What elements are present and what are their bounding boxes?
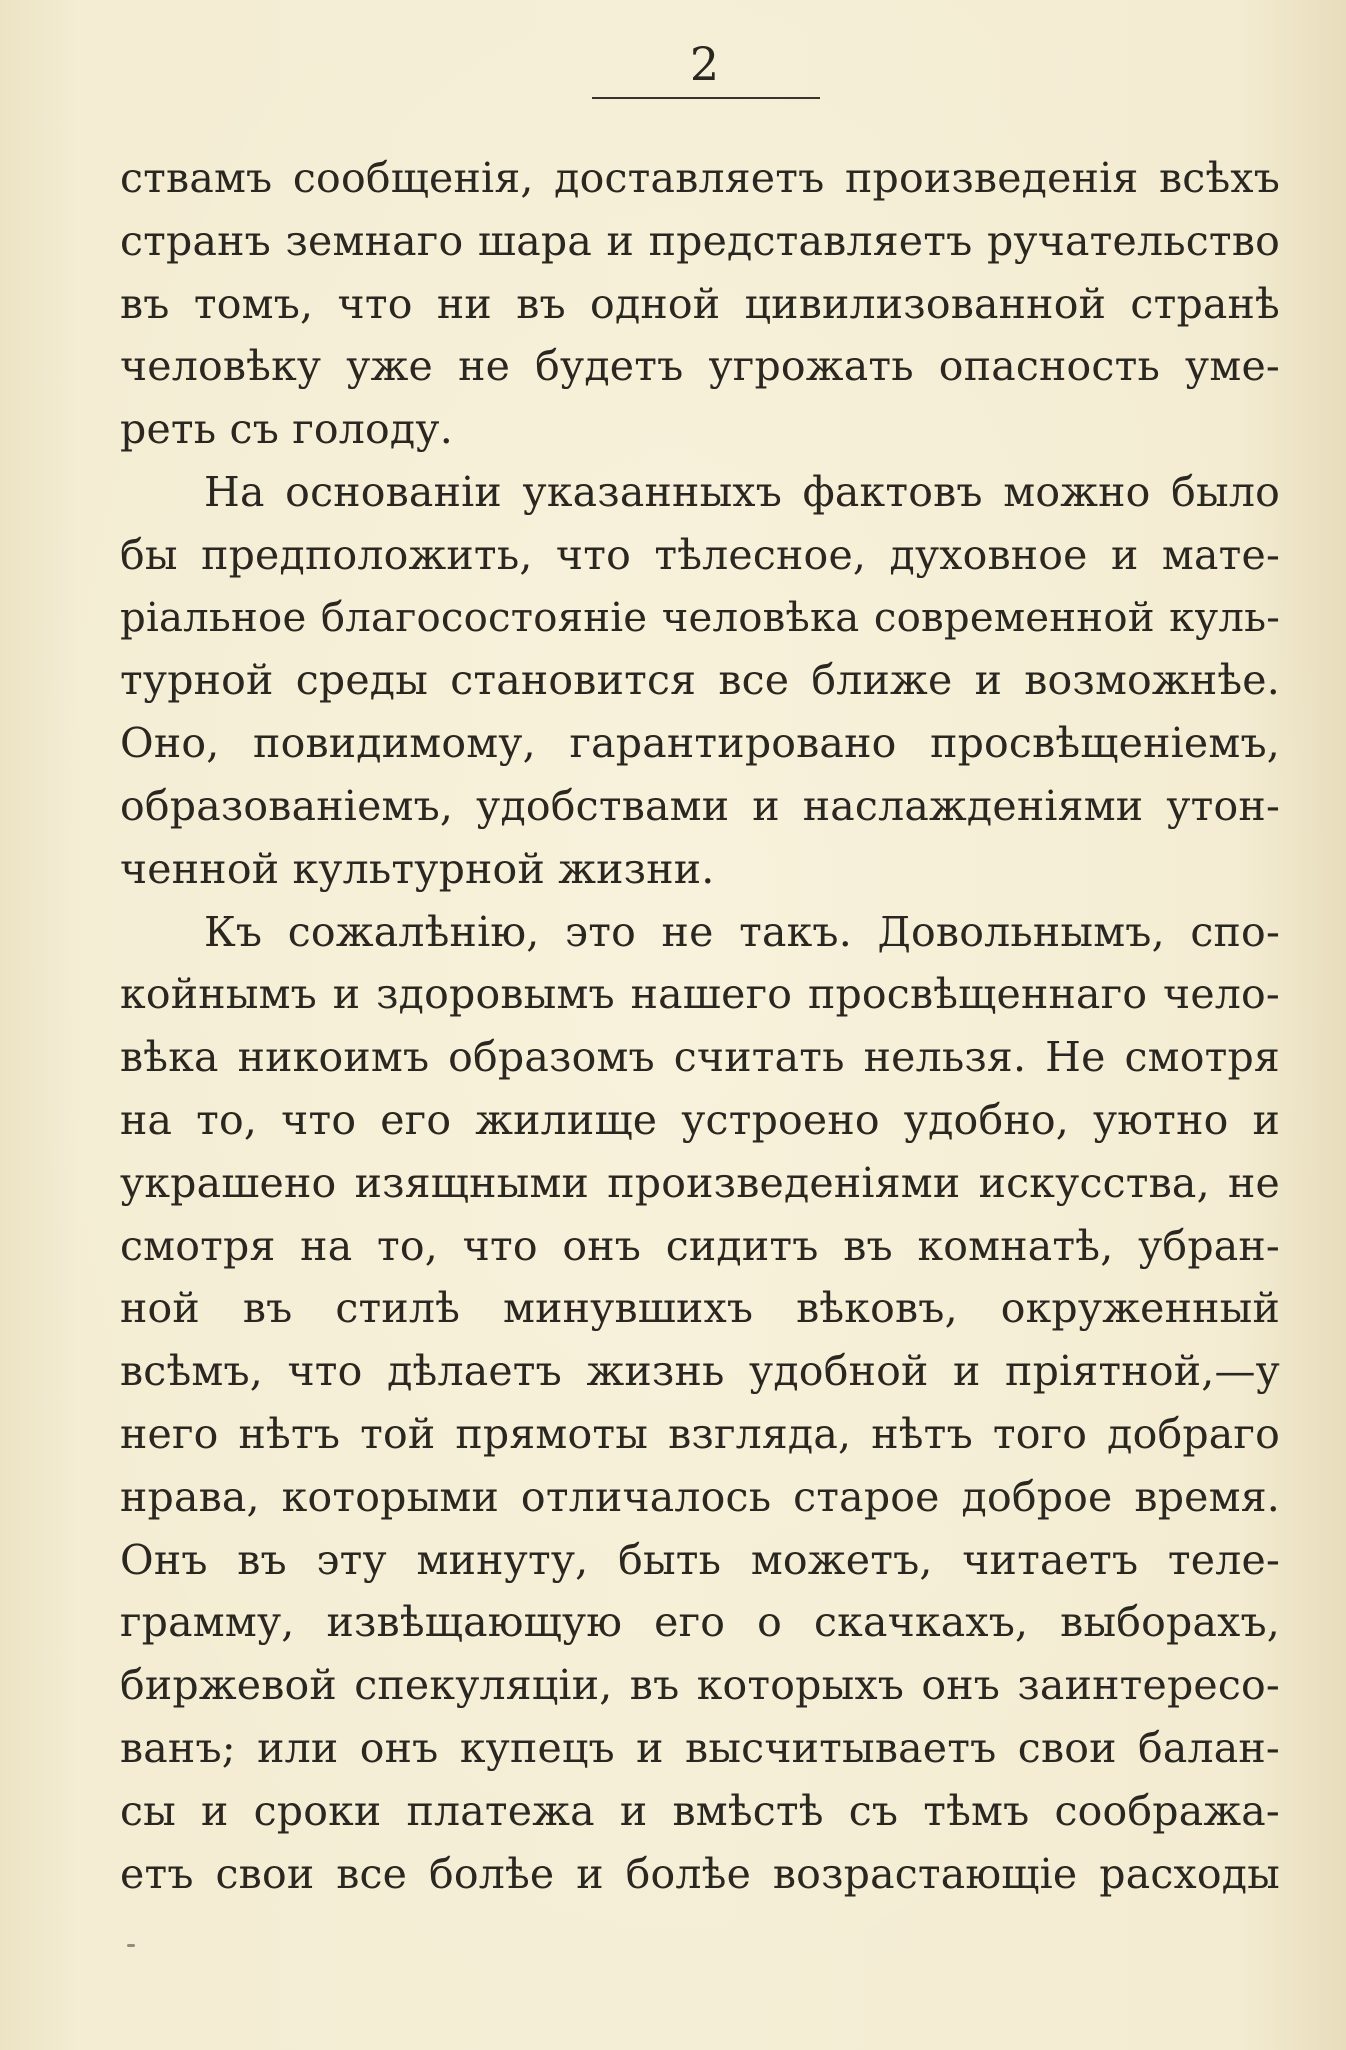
paragraph-start-line: На основаніи указанныхъ фактовъ можно было	[204, 467, 1280, 516]
text-line: въ томъ, что ни въ одной цивилизованной странѣ	[120, 279, 1280, 328]
text-line: человѣку уже не будетъ угрожать опасность уме-	[120, 342, 1280, 391]
text-line: на то, что его жилище устроено удобно, уютно и	[120, 1095, 1280, 1144]
text-line: ванъ; или онъ купецъ и высчитываетъ свои балан-	[120, 1723, 1280, 1772]
text-line: него нѣтъ той прямоты взгляда, нѣтъ того добраго	[120, 1409, 1280, 1458]
text-line: нрава, которыми отличалось старое доброе время.	[120, 1472, 1280, 1521]
text-line: ріальное благосостояніе человѣка современной куль-	[120, 594, 1280, 641]
text-line: ченной культурной жизни.	[120, 844, 715, 893]
text-line: реть съ голоду.	[120, 405, 453, 454]
body-text	[120, 147, 1280, 1905]
text-line: всѣмъ, что дѣлаетъ жизнь удобной и пріятной,—у	[120, 1347, 1280, 1396]
text-line: Онъ въ эту минуту, быть можетъ, читаетъ теле-	[120, 1535, 1280, 1584]
text-line: странъ земнаго шара и представляетъ ручательство	[120, 216, 1280, 265]
page-number: 2	[689, 37, 721, 91]
text-line: грамму, извѣщающую его о скачкахъ, выборахъ,	[120, 1598, 1280, 1647]
header-rule	[592, 97, 820, 99]
text-line: койнымъ и здоровымъ нашего просвѣщеннаго чело-	[120, 970, 1280, 1019]
ink-speck	[127, 1944, 135, 1947]
text-line: турной среды становится все ближе и возможнѣе.	[120, 656, 1280, 705]
text-line: биржевой спекуляціи, въ которыхъ онъ заинтересо-	[120, 1661, 1280, 1710]
text-line: вѣка никоимъ образомъ считать нельзя. Не смотря	[120, 1033, 1280, 1082]
text-line: ствамъ сообщенія, доставляетъ произведенія всѣхъ	[120, 154, 1280, 202]
paragraph-start-line: Къ сожалѣнію, это не такъ. Довольнымъ, спо-	[204, 907, 1280, 956]
text-line: бы предположить, что тѣлесное, духовное и мате-	[120, 530, 1280, 579]
text-line: украшено изящными произведеніями искусства, не	[120, 1158, 1280, 1207]
text-line: сы и сроки платежа и вмѣстѣ съ тѣмъ сообража-	[120, 1786, 1280, 1835]
text-line: Оно, повидимому, гарантировано просвѣщеніемъ,	[120, 719, 1280, 768]
text-line: ной въ стилѣ минувшихъ вѣковъ, окруженный	[120, 1284, 1280, 1333]
text-line: смотря на то, что онъ сидитъ въ комнатѣ, убран-	[120, 1221, 1280, 1270]
text-line: етъ свои все болѣе и болѣе возрастающіе расходы	[120, 1849, 1280, 1898]
text-line: образованіемъ, удобствами и наслажденіями утон-	[120, 781, 1280, 830]
